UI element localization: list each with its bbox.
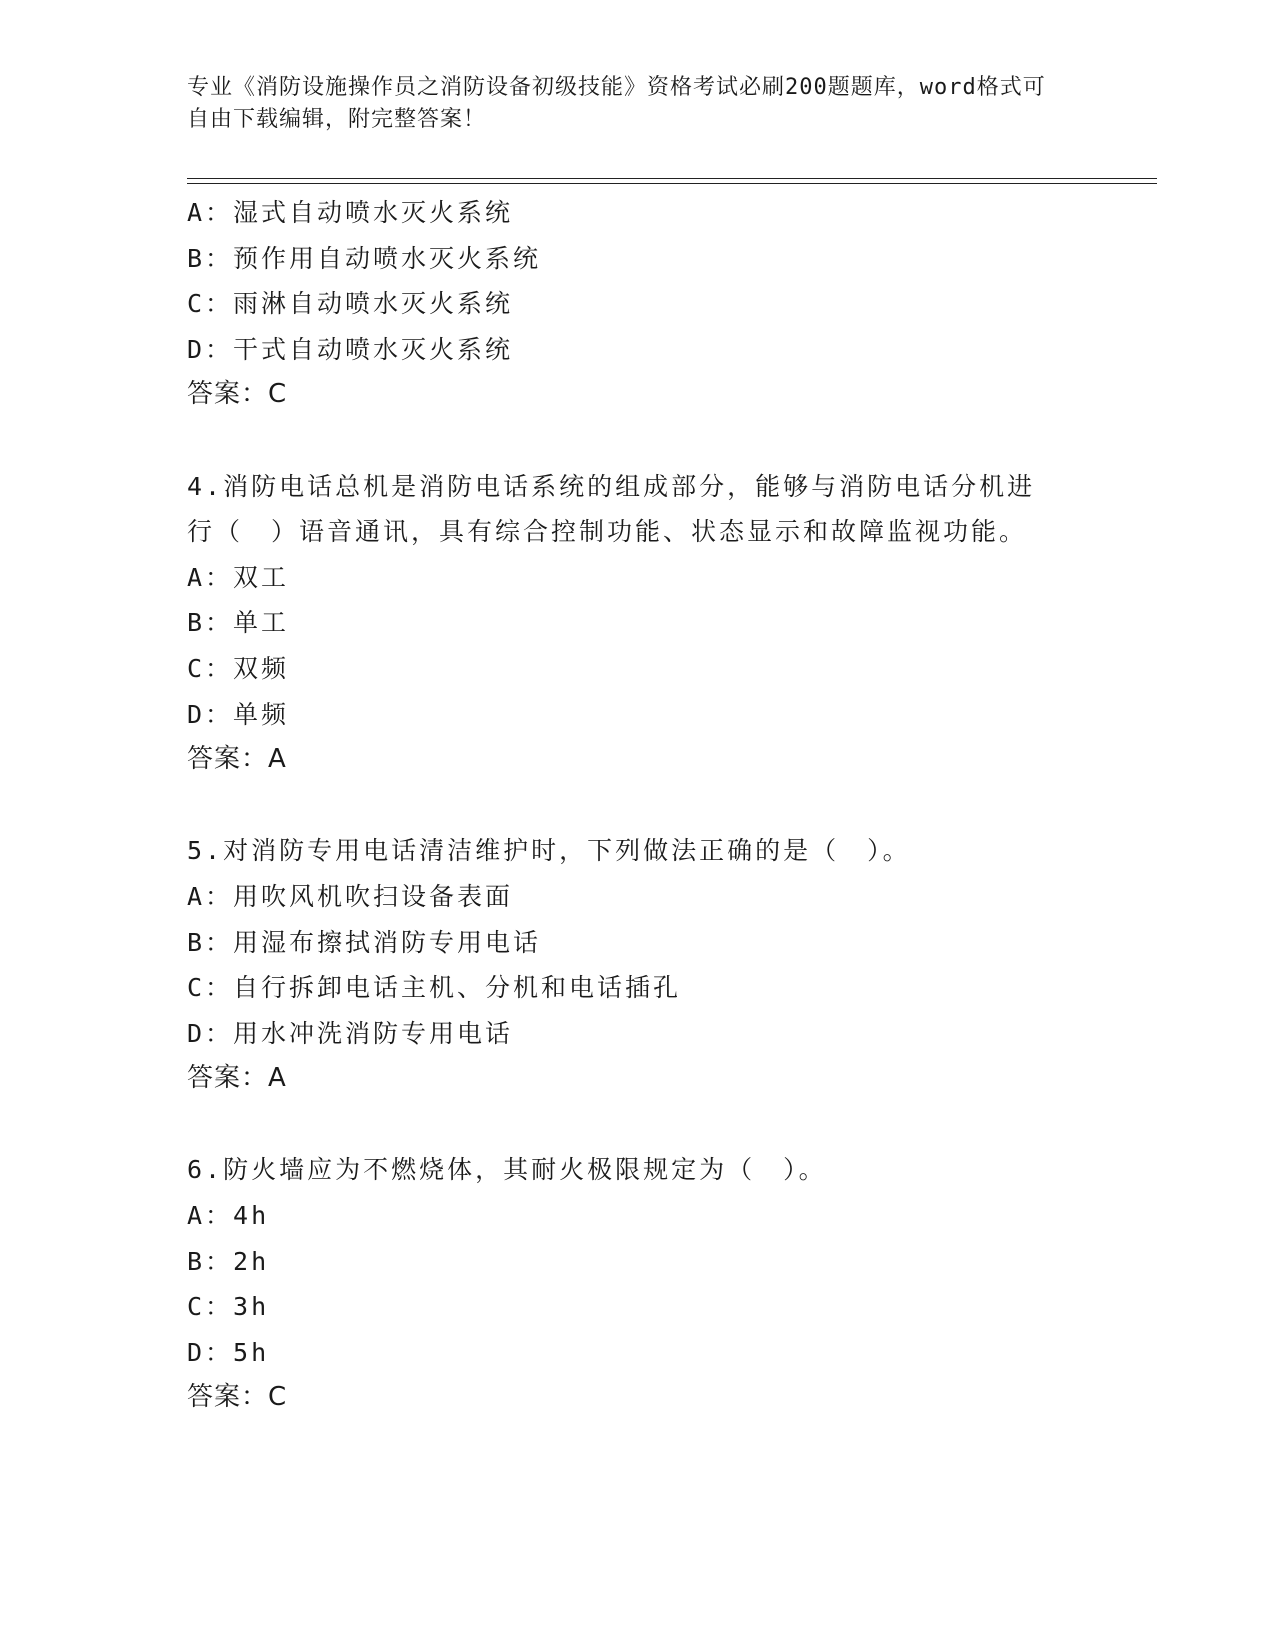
option-a: A：湿式自动喷水灭火系统 bbox=[187, 198, 514, 227]
question-text: 6.防火墙应为不燃烧体，其耐火极限规定为（ ）。 bbox=[187, 1155, 827, 1185]
option-c: C：雨淋自动喷水灭火系统 bbox=[187, 289, 514, 319]
option-b: B：单工 bbox=[187, 608, 290, 638]
option-a: A：4h bbox=[187, 1201, 270, 1231]
option-d: D：干式自动喷水灭火系统 bbox=[187, 334, 514, 364]
option-b: B：预作用自动喷水灭火系统 bbox=[187, 243, 542, 273]
option-d: D：用水冲洗消防专用电话 bbox=[187, 1018, 514, 1048]
option-d: D：单频 bbox=[187, 699, 290, 729]
document-header: 专业《消防设施操作员之消防设备初级技能》资格考试必刷200题题库，word格式可自由下载编辑，附完整答案！ bbox=[187, 75, 1046, 132]
option-b: B：用湿布擦拭消防专用电话 bbox=[187, 927, 542, 957]
question-3 bbox=[187, 190, 1087, 418]
option-c: C：自行拆卸电话主机、分机和电话插孔 bbox=[187, 973, 682, 1003]
option-c: C：3h bbox=[187, 1292, 270, 1322]
question-text: 4.消防电话总机是消防电话系统的组成部分，能够与消防电话分机进行（ ）语音通讯，具有综合控制功能、状态显示和故障监视功能。 bbox=[187, 471, 1036, 547]
question-list bbox=[187, 190, 1087, 1421]
option-a: A：用吹风机吹扫设备表面 bbox=[187, 881, 514, 911]
option-a: A：双工 bbox=[187, 562, 290, 592]
header-divider-bottom bbox=[187, 183, 1157, 184]
question-5 bbox=[187, 828, 1087, 1102]
option-b: B：2h bbox=[187, 1246, 270, 1276]
answer: 答案：A bbox=[187, 1063, 287, 1094]
question-4 bbox=[187, 464, 1087, 783]
answer: 答案：C bbox=[187, 379, 288, 410]
header-divider-top bbox=[187, 178, 1157, 179]
option-d: D：5h bbox=[187, 1337, 270, 1367]
question-6 bbox=[187, 1147, 1087, 1421]
question-text: 5.对消防专用电话清洁维护时，下列做法正确的是（ ）。 bbox=[187, 836, 911, 866]
answer: 答案：C bbox=[187, 1382, 288, 1413]
answer: 答案：A bbox=[187, 744, 287, 775]
option-c: C：双频 bbox=[187, 653, 290, 683]
